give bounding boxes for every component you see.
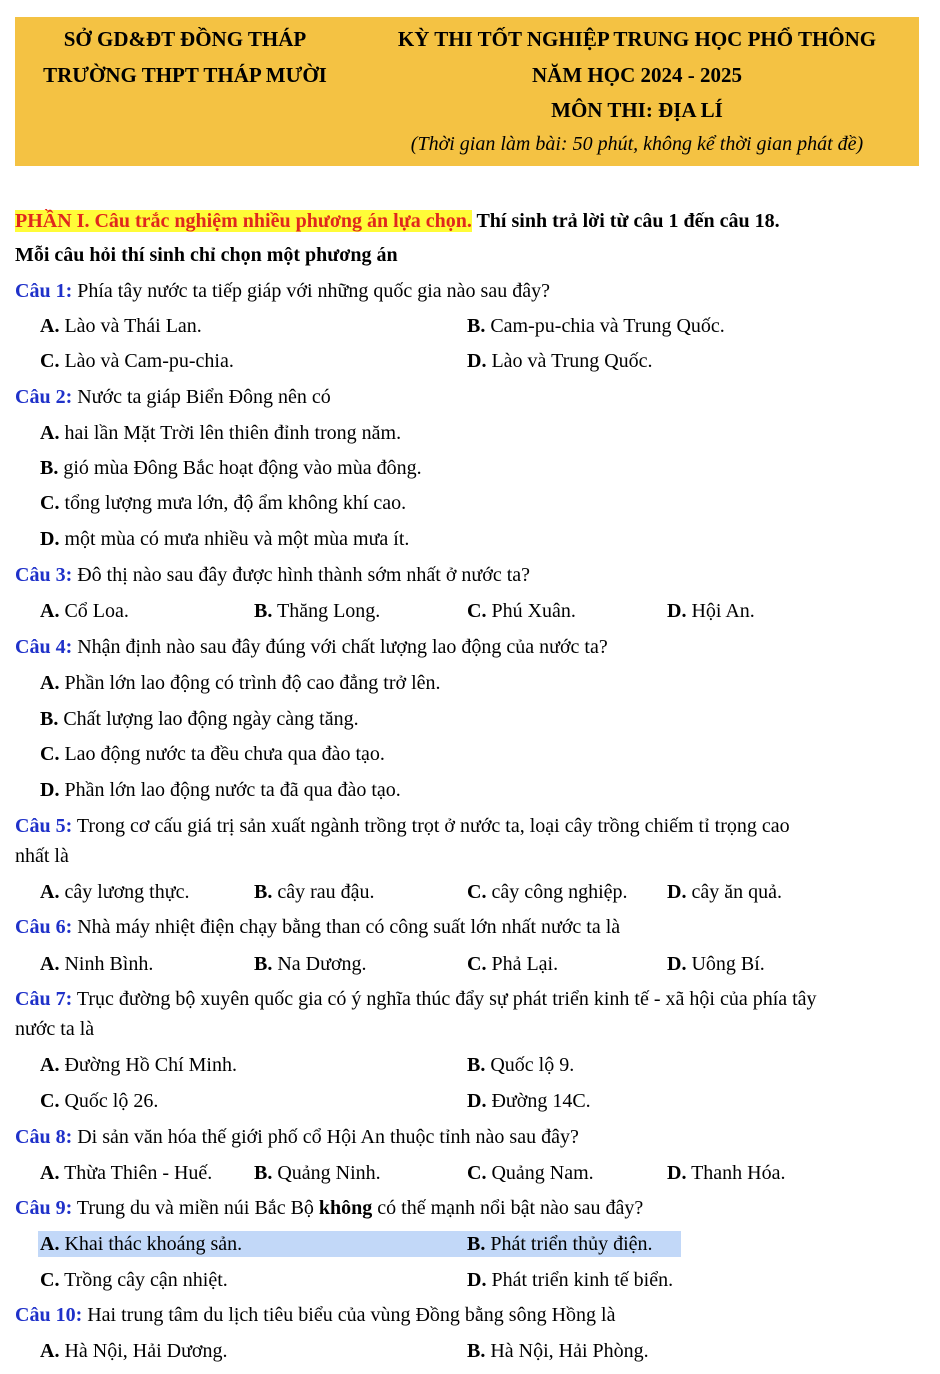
option-text: Uông Bí. — [686, 953, 765, 975]
option-key: A. — [40, 953, 60, 975]
option-a[interactable] — [40, 420, 401, 446]
option-text: Hà Nội, Hải Phòng. — [485, 1340, 649, 1362]
question-3 — [15, 562, 530, 588]
option-c[interactable] — [467, 1160, 594, 1186]
question-2 — [15, 384, 331, 410]
option-key: D. — [467, 1269, 487, 1291]
question-text: Nhà máy nhiệt điện chạy bằng than có công suất lớn nhất nước ta là — [72, 916, 621, 938]
question-text: Hai trung tâm du lịch tiêu biểu của vùng Đồng bằng sông Hồng là — [82, 1304, 616, 1326]
option-d[interactable] — [40, 777, 401, 803]
option-key: B. — [254, 881, 273, 903]
option-key: C. — [40, 1269, 60, 1291]
question-text: Nhận định nào sau đây đúng với chất lượng lao động của nước ta? — [72, 636, 608, 658]
option-text: Cổ Loa. — [59, 600, 129, 622]
option-key: C. — [467, 881, 487, 903]
option-text: Lao động nước ta đều chưa qua đào tạo. — [59, 743, 385, 765]
option-a[interactable] — [40, 313, 202, 339]
question-number: Câu 9: — [15, 1197, 73, 1219]
option-d[interactable] — [667, 598, 755, 624]
question-text: Đô thị nào sau đây được hình thành sớm nhất ở nước ta? — [72, 564, 531, 586]
question-number: Câu 8: — [15, 1126, 73, 1148]
option-key: A. — [40, 1054, 60, 1076]
school-year: NĂM HỌC 2024 - 2025 — [532, 63, 742, 87]
question-number: Câu 10: — [15, 1304, 83, 1326]
option-text: Thanh Hóa. — [686, 1162, 786, 1184]
option-b[interactable] — [467, 1338, 649, 1364]
option-d[interactable] — [667, 1160, 786, 1186]
question-text: Di sản văn hóa thế giới phố cổ Hội An thuộc tỉnh nào sau đây? — [72, 1126, 579, 1148]
option-text: Phả Lại. — [486, 953, 559, 975]
question-1 — [15, 278, 550, 304]
question-10 — [15, 1302, 615, 1328]
option-key: D. — [467, 1090, 487, 1112]
option-key: B. — [254, 953, 273, 975]
option-key: C. — [467, 600, 487, 622]
option-key: D. — [667, 1162, 687, 1184]
question-5-continued: nhất là — [15, 845, 69, 867]
option-text: Quốc lộ 26. — [59, 1090, 159, 1112]
question-7 — [15, 986, 817, 1012]
option-text: Phú Xuân. — [486, 600, 576, 622]
part-instruction: Thí sinh trả lời từ câu 1 đến câu 18. — [471, 210, 780, 232]
option-key: A. — [40, 881, 60, 903]
option-text: Phần lớn lao động nước ta đã qua đào tạo. — [59, 779, 401, 801]
option-text: Phát triển kinh tế biển. — [486, 1269, 674, 1291]
option-b[interactable] — [254, 1160, 381, 1186]
question-number: Câu 7: — [15, 988, 73, 1010]
option-text: cây công nghiệp. — [486, 881, 628, 903]
question-9 — [15, 1195, 643, 1221]
option-text: Trồng cây cận nhiệt. — [59, 1269, 228, 1291]
option-b[interactable] — [254, 951, 367, 977]
option-text: Hội An. — [686, 600, 755, 622]
option-a[interactable] — [40, 879, 189, 905]
option-c[interactable] — [40, 1267, 228, 1293]
option-a[interactable] — [40, 1231, 242, 1257]
option-d[interactable] — [467, 1267, 673, 1293]
option-a[interactable] — [40, 1052, 237, 1078]
question-5 — [15, 813, 790, 839]
option-key: C. — [40, 1090, 60, 1112]
option-key: A. — [40, 315, 60, 337]
option-key: C. — [40, 492, 60, 514]
option-text: Lào và Trung Quốc. — [486, 350, 653, 372]
option-text: Quốc lộ 9. — [485, 1054, 575, 1076]
option-text: hai lần Mặt Trời lên thiên đỉnh trong năm. — [59, 422, 402, 444]
option-text: cây rau đậu. — [272, 881, 375, 903]
option-text: tổng lượng mưa lớn, độ ẩm không khí cao. — [59, 492, 407, 514]
option-key: B. — [467, 1054, 486, 1076]
school-name: TRƯỜNG THPT THÁP MƯỜI — [43, 63, 327, 87]
option-d[interactable] — [667, 879, 782, 905]
option-key: A. — [40, 1233, 60, 1255]
subject: MÔN THI: ĐỊA LÍ — [551, 98, 723, 122]
option-text: một mùa có mưa nhiều và một mùa mưa ít. — [59, 528, 410, 550]
option-text: Phát triển thủy điện. — [485, 1233, 653, 1255]
exam-title: KỲ THI TỐT NGHIỆP TRUNG HỌC PHỔ THÔNG — [397, 27, 877, 51]
question-number: Câu 5: — [15, 815, 73, 837]
option-b[interactable] — [254, 598, 380, 624]
option-text: Phần lớn lao động có trình độ cao đẳng trở lên. — [59, 672, 441, 694]
option-b[interactable] — [40, 706, 359, 732]
option-key: B. — [467, 315, 486, 337]
exam-header — [15, 17, 919, 166]
option-d[interactable] — [667, 951, 765, 977]
option-key: D. — [667, 881, 687, 903]
part-heading — [15, 208, 780, 234]
question-number: Câu 1: — [15, 280, 73, 302]
option-key: A. — [40, 1340, 60, 1362]
option-d[interactable] — [40, 526, 409, 552]
option-key: B. — [254, 1162, 273, 1184]
question-emphasis: không — [318, 1197, 373, 1219]
option-a[interactable] — [40, 670, 441, 696]
option-c[interactable] — [40, 1088, 158, 1114]
question-number: Câu 3: — [15, 564, 73, 586]
option-text: Thăng Long. — [272, 600, 381, 622]
option-key: D. — [40, 528, 60, 550]
option-c[interactable] — [40, 348, 234, 374]
option-b[interactable] — [467, 1231, 653, 1257]
option-text: Cam-pu-chia và Trung Quốc. — [485, 315, 725, 337]
question-text: Trung du và miền núi Bắc Bộ — [72, 1197, 319, 1219]
option-text: Na Dương. — [272, 953, 367, 975]
option-key: B. — [40, 457, 59, 479]
option-key: D. — [667, 600, 687, 622]
option-c[interactable] — [467, 598, 576, 624]
question-text: Nước ta giáp Biển Đông nên có — [72, 386, 331, 408]
option-a[interactable] — [40, 598, 129, 624]
option-d[interactable] — [467, 1088, 591, 1114]
option-text: Quảng Ninh. — [272, 1162, 381, 1184]
time-note: (Thời gian làm bài: 50 phút, không kể thời gian phát đề) — [410, 133, 864, 155]
option-text: Hà Nội, Hải Dương. — [59, 1340, 228, 1362]
option-text: gió mùa Đông Bắc hoạt động vào mùa đông. — [58, 457, 422, 479]
option-text: Thừa Thiên - Huế. — [59, 1162, 213, 1184]
question-text-end: có thế mạnh nổi bật nào sau đây? — [372, 1197, 644, 1219]
option-text: Ninh Bình. — [59, 953, 154, 975]
option-key: C. — [467, 953, 487, 975]
option-c[interactable] — [40, 490, 406, 516]
option-d[interactable] — [467, 348, 653, 374]
option-a[interactable] — [40, 1160, 212, 1186]
option-key: C. — [40, 350, 60, 372]
part-instruction-2: Mỗi câu hỏi thí sinh chỉ chọn một phương án — [15, 244, 398, 266]
department-name: SỞ GD&ĐT ĐỒNG THÁP — [63, 27, 307, 51]
option-b[interactable] — [254, 879, 375, 905]
option-c[interactable] — [467, 879, 628, 905]
option-text: cây lương thực. — [59, 881, 190, 903]
option-key: A. — [40, 672, 60, 694]
option-key: B. — [40, 708, 59, 730]
part-title: PHẦN I. Câu trắc nghiệm nhiều phương án lựa chọn. — [15, 210, 472, 232]
question-number: Câu 4: — [15, 636, 73, 658]
option-text: Đường Hồ Chí Minh. — [59, 1054, 237, 1076]
question-text: Trục đường bộ xuyên quốc gia có ý nghĩa thúc đẩy sự phát triển kinh tế - xã hội của phía tây — [72, 988, 817, 1010]
question-8 — [15, 1124, 579, 1150]
option-c[interactable] — [40, 741, 385, 767]
option-text: Khai thác khoáng sản. — [59, 1233, 243, 1255]
question-number: Câu 2: — [15, 386, 73, 408]
option-key: D. — [667, 953, 687, 975]
option-b[interactable] — [467, 1052, 574, 1078]
option-b[interactable] — [467, 313, 725, 339]
option-key: A. — [40, 422, 60, 444]
question-text: Phía tây nước ta tiếp giáp với những quốc gia nào sau đây? — [72, 280, 550, 302]
option-key: C. — [467, 1162, 487, 1184]
question-4 — [15, 634, 608, 660]
option-text: Lào và Cam-pu-chia. — [59, 350, 234, 372]
option-text: Đường 14C. — [486, 1090, 591, 1112]
option-key: D. — [467, 350, 487, 372]
option-key: B. — [467, 1233, 486, 1255]
option-text: cây ăn quả. — [686, 881, 782, 903]
option-key: A. — [40, 1162, 60, 1184]
option-text: Lào và Thái Lan. — [59, 315, 202, 337]
option-key: C. — [40, 743, 60, 765]
question-6 — [15, 914, 620, 940]
option-key: D. — [40, 779, 60, 801]
option-a[interactable] — [40, 1338, 228, 1364]
question-text: Trong cơ cấu giá trị sản xuất ngành trồng trọt ở nước ta, loại cây trồng chiếm tỉ trọng cao — [72, 815, 790, 837]
question-7-continued: nước ta là — [15, 1018, 95, 1040]
option-c[interactable] — [467, 951, 558, 977]
question-number: Câu 6: — [15, 916, 73, 938]
option-a[interactable] — [40, 951, 153, 977]
option-key: B. — [467, 1340, 486, 1362]
option-text: Chất lượng lao động ngày càng tăng. — [58, 708, 359, 730]
option-b[interactable] — [40, 455, 422, 481]
option-key: B. — [254, 600, 273, 622]
option-key: A. — [40, 600, 60, 622]
option-text: Quảng Nam. — [486, 1162, 594, 1184]
